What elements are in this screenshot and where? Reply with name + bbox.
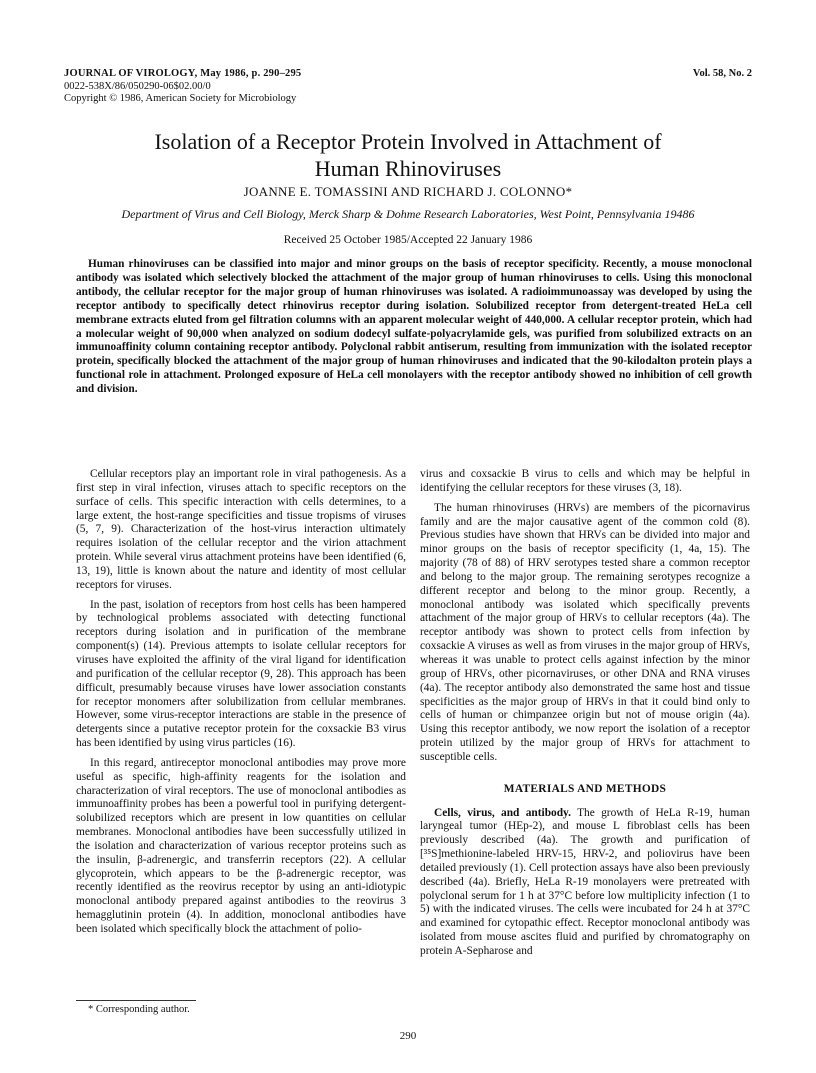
code-line: 0022-538X/86/050290-06$02.00/0 — [64, 80, 211, 92]
copyright-line: Copyright © 1986, American Society for Microbiology — [64, 93, 297, 104]
footnote-divider — [76, 1000, 196, 1001]
intro-paragraph-3: In this regard, antireceptor monoclonal antibodies may prove more useful as specific, high-affinity reagents for the isolation and characterization of viral receptors. The use of monoclonal antibodies as immunoaffinity probes has been a powerful tool in purifying detergent-solubilized receptors which are present in low quantities on cellular membranes. Monoclonal antibodies have been successfully utilized in the isolation and characterization of various receptor proteins such as the insulin, β-adrenergic, and transferrin receptors (22). A cellular glycoprotein, which appears to be the β-adrenergic receptor, was recently identified as the reovirus receptor by using an anti-idiotypic monoclonal antibody prepared against antibodies to the reovirus 3 hemagglutinin protein (4). In addition, monoclonal antibodies have been isolated which specifically block the attachment of polio- — [76, 756, 406, 935]
intro-paragraph-4: The human rhinoviruses (HRVs) are members of the picornavirus family and are the major causative agent of the common cold (8). Previous studies have shown that HRVs can be divided into major and minor groups on the basis of receptor specificity (1, 4a, 15). The majority (78 of 88) of HRV serotypes tested share a common receptor and belong to the major group. The remaining serotypes recognize a different receptor and belong to the minor group. Recently, a monoclonal antibody was isolated which specifically prevents attachment of the major group of HRVs to cellular receptors (4a). The receptor antibody was shown to protect cells from infection by coxsackie A viruses as well as from viruses in the major group of HRVs, whereas it was unable to protect cells against infection by the minor group of HRVs, other picornaviruses, or other DNA and RNA viruses (4a). The receptor antibody also demonstrated the same host and tissue specificities as the major group of HRVs in that it could bind only to cells of human or chimpanzee origin but not of mouse origin (4a). Using this receptor antibody, we now report the isolation of a receptor protein utilized by the major group of HRVs for attachment to susceptible cells. — [420, 501, 750, 763]
article-title — [60, 128, 756, 182]
abstract: Human rhinoviruses can be classified into major and minor groups on the basis of receptor specificity. Recently, a mouse monoclonal antibody was isolated which selectively blocked the attachment of the major group of human rhinoviruses to cells. Using this monoclonal antibody, the cellular receptor for the major group of human rhinoviruses was isolated. A radioimmunoassay was developed by using the receptor antibody to specifically detect rhinovirus receptor during isolation. Solubilized receptor from detergent-treated HeLa cell membrane extracts eluted from gel filtration columns with an apparent molecular weight of 440,000. A cellular receptor protein, which had a molecular weight of 90,000 when analyzed on sodium dodecyl sulfate-polyacrylamide gels, was purified from solubilized extracts on an immunoaffinity column containing receptor antibody. Polyclonal rabbit antiserum, resulting from immunization with the isolated receptor protein, specifically blocked the attachment of the major group of human rhinoviruses and indicated that the 90-kilodalton protein plays a functional role in attachment. Prolonged exposure of HeLa cell monolayers with the receptor antibody showed no inhibition of cell growth and division. — [76, 258, 752, 396]
methods-text: The growth of HeLa R-19, human laryngeal tumor (HEp-2), and mouse L fibroblast cells has been previously described (4a). The growth and purification of [³⁵S]methionine-labeled HRV-15, HRV-2, and poliovirus have been detailed previously (1). Cell protection assays have also been previously described (4a). Briefly, HeLa R-19 monolayers were pretreated with polyclonal serum for 1 h at 37°C before low multiplicity infection (1 to 5) with the indicated viruses. The cells were incubated for 24 h at 37°C and examined for cytopathic effect. Receptor monoclonal antibody was isolated from mouse ascites fluid and purified by chromatography on protein A-Sepharose and — [420, 806, 750, 957]
journal-header — [64, 68, 752, 106]
footnote: * Corresponding author. — [88, 1004, 190, 1015]
left-column — [76, 468, 406, 943]
page-number: 290 — [399, 1030, 417, 1042]
received-dates: Received 25 October 1985/Accepted 22 January 1986 — [283, 234, 533, 246]
intro-paragraph-1: Cellular receptors play an important role in viral pathogenesis. As a first step in viral infection, viruses attach to specific receptors on the surface of cells. This specific interaction with cells determines, to a large extent, the host-range specificities and tissue tropisms of viruses (5, 7, 9). Characterization of the host-virus interaction ultimately requires isolation of the cellular receptor and the virion attachment protein. While several virus attachment proteins have been identified (6, 13, 19), little is known about the nature and identity of most cellular receptors for viruses. — [76, 468, 406, 591]
affiliation: Department of Virus and Cell Biology, Merck Sharp & Dohme Research Laboratories, West Point, Pennsylvania 19486 — [121, 207, 695, 221]
authors: JOANNE E. TOMASSINI AND RICHARD J. COLONNO* — [243, 184, 573, 199]
title-line-2: Human Rhinoviruses — [314, 156, 502, 181]
right-column — [420, 468, 750, 965]
methods-paragraph — [420, 807, 750, 959]
methods-runin-heading: Cells, virus, and antibody. — [434, 806, 571, 819]
volume-number: Vol. 58, No. 2 — [692, 68, 752, 79]
intro-paragraph-2: In the past, isolation of receptors from host cells has been hampered by technological problems associated with detecting functional receptors during isolation and in purification of the membrane component(s) (14). Previous attempts to isolate cellular receptors for viruses have exploited the affinity of the viral ligand for identification and purification of the cellular receptor (9, 28). This approach has been difficult, presumably because viruses have lower association constants for receptor monomers after solubilization from cellular membranes. However, some virus-receptor interactions are stable in the presence of detergents since a putative receptor protein for the coxsackie B3 virus has been identified by using virus particles (16). — [76, 598, 406, 750]
title-line-1: Isolation of a Receptor Protein Involved in Attachment of — [154, 129, 662, 154]
intro-continuation: virus and coxsackie B virus to cells and which may be helpful in identifying the cellular receptors for these viruses (3, 18). — [420, 468, 750, 494]
journal-line: JOURNAL OF VIROLOGY, May 1986, p. 290–295 — [64, 68, 302, 79]
section-heading-methods: MATERIALS AND METHODS — [503, 782, 667, 795]
